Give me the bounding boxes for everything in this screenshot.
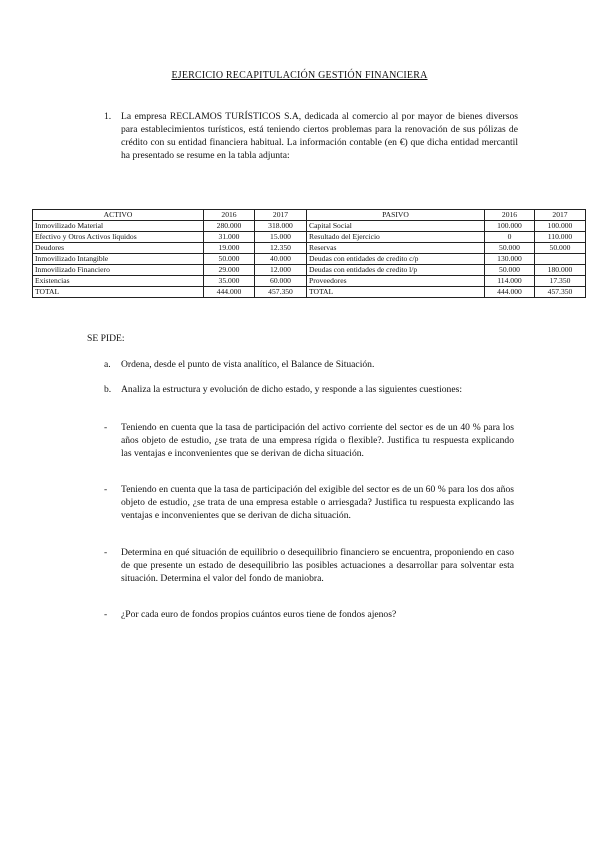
- table-row: [33, 254, 586, 265]
- header-2017: 2017: [535, 210, 586, 221]
- table-cell: Deudas con entidades de credito c/p: [307, 254, 485, 265]
- table-cell: Inmovilizado Material: [33, 221, 204, 232]
- table-cell: 444.000: [204, 287, 255, 298]
- list-item-text: Determina en qué situación de equilibrio o desequilibrio financiero se encuentra, proponiendo en caso de que presente un estado de desequilibrio las posibles actuaciones a desarrollar para solventar esta situación. Determina el valor del fondo de maniobra.: [121, 547, 514, 584]
- table-row: [33, 265, 586, 276]
- table-cell: Inmovilizado Intangible: [33, 254, 204, 265]
- table-row: [33, 243, 586, 254]
- se-pide-heading: SE PIDE:: [87, 333, 125, 344]
- table-cell: 12.000: [255, 265, 307, 276]
- table-row: [33, 276, 586, 287]
- table-cell: 318.000: [255, 221, 307, 232]
- table-cell: 114.000: [485, 276, 535, 287]
- table-total-row: [33, 287, 586, 298]
- table-cell: Resultado del Ejercicio: [307, 232, 485, 243]
- table-cell: 50.000: [204, 254, 255, 265]
- table-cell: 60.000: [255, 276, 307, 287]
- table-cell: 50.000: [485, 265, 535, 276]
- table-cell: 29.000: [204, 265, 255, 276]
- list-item-text: Teniendo en cuenta que la tasa de participación del activo corriente del sector es de un 40 % para los años objeto de estudio, ¿se trata de una empresa rígida o flexible?. Justifica tu respuesta explicando las ventajas e inconvenientes que se derivan de dicha situación.: [121, 422, 514, 459]
- table-cell: 100.000: [535, 221, 586, 232]
- table-cell: [535, 254, 586, 265]
- table-cell: 100.000: [485, 221, 535, 232]
- list-marker: -: [104, 484, 108, 495]
- question-text: La empresa RECLAMOS TURÍSTICOS S.A, dedicada al comercio al por mayor de bienes diversos para establecimientos turísticos, está teniendo ciertos problemas para la renovación de sus pólizas de crédito con su entidad financiera habitual. La información contable (en €) que dicha entidad mercantil ha presentado se resume en la tabla adjunta:: [121, 111, 518, 161]
- table-cell: 0: [485, 232, 535, 243]
- header-activo: ACTIVO: [33, 210, 204, 221]
- list-item-text: Analiza la estructura y evolución de dicho estado, y responde a las siguientes cuestiones:: [121, 384, 463, 395]
- table-cell: 12.350: [255, 243, 307, 254]
- table-cell: 130.000: [485, 254, 535, 265]
- header-pasivo: PASIVO: [307, 210, 485, 221]
- list-item: [104, 383, 514, 396]
- table-cell: Efectivo y Otros Activos líquidos: [33, 232, 204, 243]
- table-cell: 280.000: [204, 221, 255, 232]
- table-cell: Capital Social: [307, 221, 485, 232]
- table-cell: TOTAL: [307, 287, 485, 298]
- table-row: [33, 221, 586, 232]
- list-item: [104, 483, 514, 522]
- table-header-row: [33, 210, 586, 221]
- question-1: [104, 110, 518, 162]
- balance-table: [32, 209, 586, 298]
- table-cell: 40.000: [255, 254, 307, 265]
- table-cell: Reservas: [307, 243, 485, 254]
- table-cell: TOTAL: [33, 287, 204, 298]
- table-cell: 110.000: [535, 232, 586, 243]
- header-2016: 2016: [204, 210, 255, 221]
- table-cell: 444.000: [485, 287, 535, 298]
- list-marker: a.: [104, 359, 111, 370]
- header-2017: 2017: [255, 210, 307, 221]
- table-cell: 457.350: [535, 287, 586, 298]
- header-2016: 2016: [485, 210, 535, 221]
- table-cell: 19.000: [204, 243, 255, 254]
- table-cell: Deudas con entidades de credito l/p: [307, 265, 485, 276]
- list-item: [104, 546, 514, 585]
- table-cell: 180.000: [535, 265, 586, 276]
- table-cell: 31.000: [204, 232, 255, 243]
- list-item-text: Teniendo en cuenta que la tasa de participación del exigible del sector es de un 60 % para los dos años objeto de estudio, ¿se trata de una empresa estable o arriesgada? Justifica tu respuesta explicando las ventajas e inconvenientes que se derivan de dicha situación.: [121, 484, 514, 521]
- list-marker: -: [104, 547, 108, 558]
- list-marker: b.: [104, 384, 112, 395]
- table-cell: Deudores: [33, 243, 204, 254]
- list-marker: -: [104, 422, 108, 433]
- list-item: [104, 608, 514, 621]
- document-title: EJERCICIO RECAPITULACIÓN GESTIÓN FINANCIERA: [171, 70, 428, 81]
- table-cell: 35.000: [204, 276, 255, 287]
- question-number: 1.: [104, 111, 112, 122]
- list-item: [104, 421, 514, 460]
- list-item-text: ¿Por cada euro de fondos propios cuántos euros tiene de fondos ajenos?: [121, 609, 397, 620]
- table-cell: Proveedores: [307, 276, 485, 287]
- table-cell: Inmovilizado Financiero: [33, 265, 204, 276]
- list-item: [104, 358, 514, 371]
- list-item-text: Ordena, desde el punto de vista analítico, el Balance de Situación.: [121, 359, 375, 370]
- table-cell: 50.000: [535, 243, 586, 254]
- table-cell: 15.000: [255, 232, 307, 243]
- table-row: [33, 232, 586, 243]
- table-cell: 17.350: [535, 276, 586, 287]
- table-cell: Existencias: [33, 276, 204, 287]
- table-cell: 50.000: [485, 243, 535, 254]
- table-cell: 457.350: [255, 287, 307, 298]
- list-marker: -: [104, 609, 108, 620]
